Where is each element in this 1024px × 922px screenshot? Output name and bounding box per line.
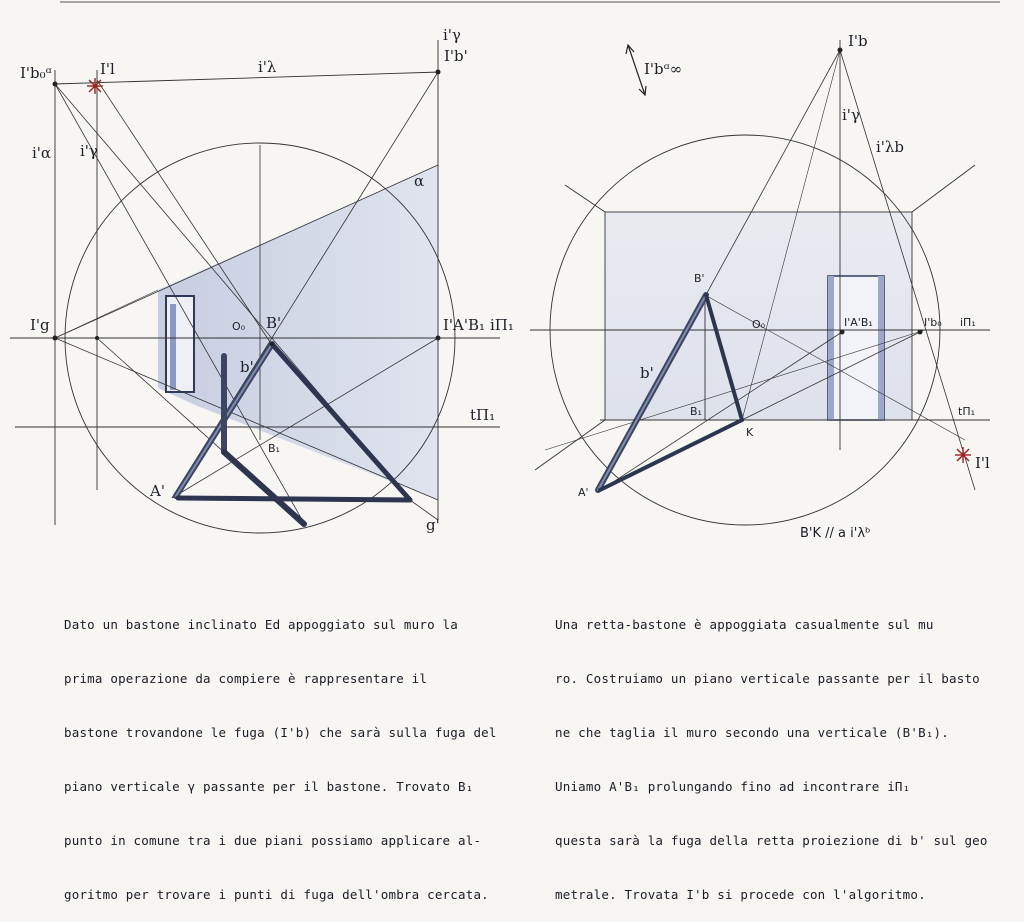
label-il: I'l xyxy=(100,60,115,78)
label-a-prime: A' xyxy=(150,482,165,500)
label-b-small-right: b' xyxy=(640,364,654,382)
light-vanishing-star-right xyxy=(955,447,971,463)
note-line: goritmo per trovare i punti di fuga dell'ombra cercata. xyxy=(64,887,489,902)
left-figure xyxy=(10,26,514,534)
label-a-prime-right: A' xyxy=(578,486,589,499)
infinity-direction-arrow xyxy=(626,45,646,95)
label-i-pi1: iΠ₁ xyxy=(490,316,514,334)
label-i-lambda-b: i'λb xyxy=(876,138,905,156)
label-o0: O₀ xyxy=(232,320,246,333)
label-i-gamma-top: i'γ xyxy=(443,26,461,44)
note-line: bastone trovandone le fuga (I'b) che sarà sulla fuga del xyxy=(64,725,497,740)
label-ib0-alpha: I'b₀ᵅ xyxy=(20,64,52,82)
alpha-plane-shade xyxy=(158,165,438,500)
note-line: punto in comune tra i due piani possiamo applicare al- xyxy=(64,833,482,848)
label-alpha: α xyxy=(414,172,425,190)
label-t-pi1: tΠ₁ xyxy=(470,406,496,424)
parallel-caption: B'K // a i'λᵇ xyxy=(800,526,871,541)
note-line: Una retta-bastone è appoggiata casualmente sul mu xyxy=(555,617,934,632)
note-line: questa sarà la fuga della retta proiezione di b' sul geo xyxy=(555,833,988,848)
light-vanishing-star-left xyxy=(87,78,103,94)
label-i-gamma-right: i'γ xyxy=(842,106,860,124)
label-b1-right: B₁ xyxy=(690,405,702,418)
label-i-pi1-right: iΠ₁ xyxy=(960,316,976,329)
label-ig: I'g xyxy=(30,316,50,334)
door-right xyxy=(828,276,884,420)
label-ib-prime: I'b' xyxy=(444,47,468,65)
label-o0-right: O₀ xyxy=(752,318,766,331)
label-b-prime: b' xyxy=(240,358,254,376)
label-g-prime: g' xyxy=(426,516,440,534)
label-i-gamma: i'γ xyxy=(80,142,98,160)
label-ib-alpha-inf: I'bᵅ∞ xyxy=(644,60,683,78)
note-line: metrale. Trovata I'b si procede con l'algoritmo. xyxy=(555,887,926,902)
label-iab1: I'A'B₁ xyxy=(443,316,486,334)
note-line: ro. Costruiamo un piano verticale passante per il basto xyxy=(555,671,980,686)
label-i-alpha: i'α xyxy=(32,144,52,162)
note-line: prima operazione da compiere è rappresentare il xyxy=(64,671,428,686)
label-k: K xyxy=(746,426,754,439)
label-il-right: I'l xyxy=(975,454,990,472)
label-ib0-right: I'b₀ xyxy=(924,316,942,329)
note-line: Dato un bastone inclinato Ed appoggiato sul muro la xyxy=(64,617,459,632)
note-line: ne che taglia il muro secondo una verticale (B'B₁). xyxy=(555,725,950,740)
note-right xyxy=(555,580,988,922)
label-b-prime-top: B' xyxy=(266,314,282,332)
label-t-pi1-right: tΠ₁ xyxy=(958,405,975,418)
note-line: piano verticale γ passante per il bastone. Trovato B₁ xyxy=(64,779,474,794)
right-figure xyxy=(530,32,990,525)
note-line: Uniamo A'B₁ prolungando fino ad incontrare iΠ₁ xyxy=(555,779,911,794)
label-i-lambda: i'λ xyxy=(258,58,277,76)
label-b1: B₁ xyxy=(268,442,280,455)
label-b-prime-right: B' xyxy=(694,272,705,285)
label-iab1-right: I'A'B₁ xyxy=(844,316,873,329)
label-ib-top: I'b xyxy=(848,32,868,50)
note-left xyxy=(64,580,497,922)
